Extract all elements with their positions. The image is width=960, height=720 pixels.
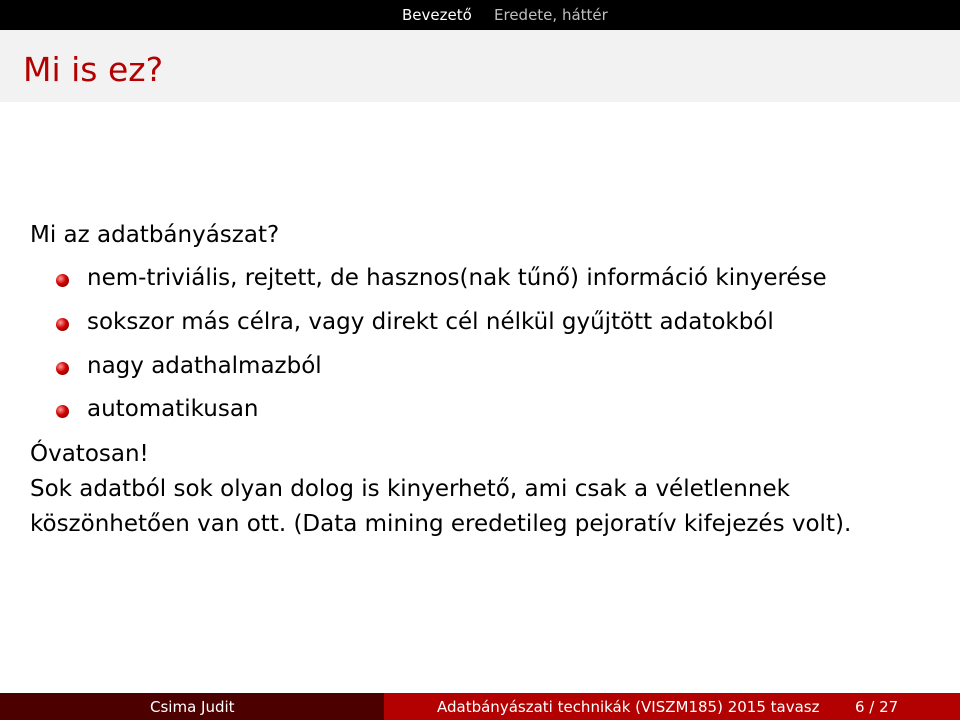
bullet-ball-icon bbox=[56, 362, 69, 375]
frame-title: Mi is ez? bbox=[23, 50, 164, 89]
caution-heading: Óvatosan! bbox=[30, 441, 149, 467]
bullet-text: automatikusan bbox=[87, 396, 259, 422]
footer-title-box bbox=[384, 693, 960, 720]
question-heading: Mi az adatbányászat? bbox=[30, 222, 280, 248]
bullet-text: nagy adathalmazból bbox=[87, 353, 322, 379]
nav-subsection-origin[interactable]: Eredete, háttér bbox=[494, 6, 608, 24]
caution-line-2: köszönhetően van ott. (Data mining eredetileg pejoratív kifejezés volt). bbox=[30, 511, 852, 537]
caution-line-1: Sok adatból sok olyan dolog is kinyerhető, ami csak a véletlennek bbox=[30, 476, 790, 502]
bullet-text: sokszor más célra, vagy direkt cél nélkül gyűjtött adatokból bbox=[87, 309, 774, 335]
footer-author: Csima Judit bbox=[150, 698, 235, 716]
section-navigation-bar bbox=[0, 0, 960, 30]
footer-title: Adatbányászati technikák (VISZM185) 2015 tavasz bbox=[437, 698, 820, 716]
footer-author-box bbox=[0, 693, 384, 720]
nav-section-intro[interactable]: Bevezető bbox=[402, 6, 472, 24]
bullet-ball-icon bbox=[56, 405, 69, 418]
bullet-ball-icon bbox=[56, 318, 69, 331]
bullet-text: nem-triviális, rejtett, de hasznos(nak tűnő) információ kinyerése bbox=[87, 265, 827, 291]
footer-page-number: 6 / 27 bbox=[855, 698, 899, 716]
footer-bar bbox=[0, 693, 960, 720]
bullet-ball-icon bbox=[56, 274, 69, 287]
